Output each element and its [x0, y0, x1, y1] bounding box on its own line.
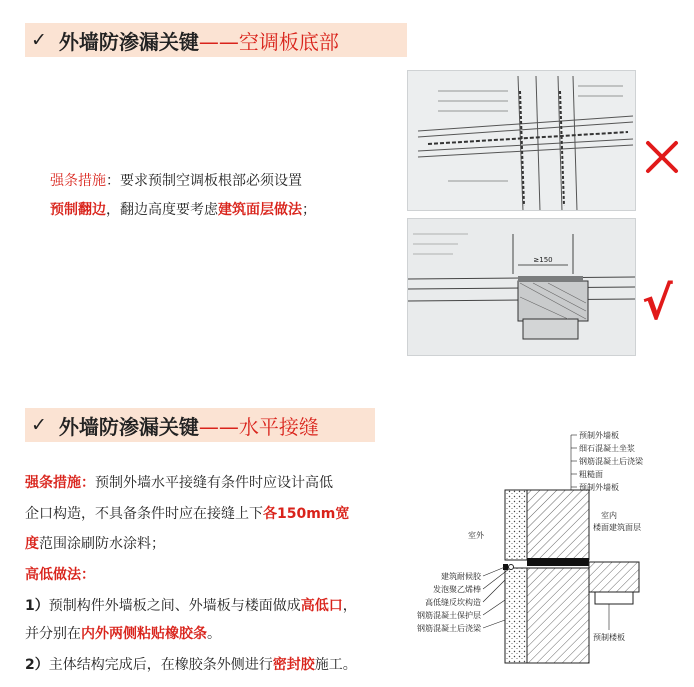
- label-left-4: 钢筋混凝土后浇梁: [417, 624, 481, 633]
- label-left-2: 高低缝反坎构造: [425, 598, 481, 607]
- section1-label: 强条措施: [50, 173, 106, 189]
- section2-title-prefix: 外墙防渗漏关键: [58, 414, 199, 439]
- item1b-end: 。: [207, 626, 221, 642]
- joint-detail-diagram: [413, 430, 653, 665]
- section1-line2-text: ，翻边高度要考虑: [106, 202, 218, 218]
- label-top-3: 粗糙面: [579, 470, 603, 479]
- drawing-sketch-2: [408, 219, 636, 356]
- item1-num: 1）: [25, 598, 49, 614]
- item1b-red: 内外两侧粘贴橡胶条: [81, 626, 207, 642]
- section1-line2-end: ；: [302, 202, 316, 218]
- section1-line1-text: ：要求预制空调板根部必须设置: [106, 173, 302, 189]
- label-top-2: 钢筋混凝土后浇梁: [579, 457, 643, 466]
- label-slab: 预制楼板: [593, 633, 625, 642]
- dim-150-label: ≥150: [533, 256, 553, 264]
- item2-red: 密封胶: [272, 657, 315, 673]
- section2-subtitle: 高低做法：: [25, 567, 95, 583]
- section1-title-prefix: 外墙防渗漏关键: [58, 29, 199, 54]
- section2-red-width: 各150mm宽: [263, 506, 350, 522]
- drawing-sketch-1: [408, 71, 636, 211]
- section2-line2: [25, 503, 349, 523]
- check-icon-2: ✓: [31, 414, 47, 436]
- label-left-0: 建筑耐候胶: [441, 572, 481, 581]
- label-top-1: 细石混凝土坐浆: [579, 444, 635, 453]
- section1-title-accent: ——空调板底部: [198, 29, 339, 54]
- label-top-4: 预制外墙板: [579, 483, 619, 492]
- section1-banner: [25, 23, 407, 57]
- label-left-3: 钢筋混凝土保护层: [417, 611, 481, 620]
- label-floor: 楼面建筑面层: [593, 523, 641, 532]
- section2-line3-text: 范围涂刷防水涂料；: [39, 536, 165, 552]
- item1b-text: 并分别在: [25, 626, 81, 642]
- section1-red-1: 预制翻边: [50, 202, 106, 218]
- section2-item1b: [25, 623, 221, 643]
- section2-title-accent: ——水平接缝: [198, 414, 319, 439]
- section2-line2-text: 企口构造，不具备条件时应在接缝上下: [25, 506, 263, 522]
- section2-banner: [25, 408, 375, 442]
- section2-line1-text: 预制外墙水平接缝有条件时应设计高低: [95, 475, 333, 491]
- wrong-x-icon: [645, 140, 679, 174]
- item2-text: 主体结构完成后，在橡胶条外侧进行: [48, 657, 273, 673]
- section1-line1: [50, 170, 302, 190]
- check-icon: ✓: [31, 29, 47, 51]
- item1-text: 预制构件外墙板之间、外墙板与楼面做成: [48, 598, 301, 614]
- section2-line1: [25, 472, 333, 492]
- label-indoor: 室内: [601, 511, 617, 520]
- item1-end: ，: [342, 598, 357, 614]
- section1-line2: [50, 199, 316, 219]
- section2-item2: [25, 654, 357, 674]
- photo-correct-example: [407, 218, 636, 356]
- label-outdoor: 室外: [468, 531, 484, 540]
- section2-line3: [25, 533, 165, 553]
- section2-label: 强条措施：: [25, 475, 95, 491]
- item2-end: 施工。: [314, 657, 357, 673]
- label-top-0: 预制外墙板: [579, 431, 619, 440]
- correct-check-icon: √: [642, 276, 673, 330]
- photo-wrong-example: [407, 70, 636, 211]
- item1-red: 高低口: [300, 598, 343, 614]
- section2-item1: [25, 595, 357, 615]
- section2-red-du: 度: [25, 536, 39, 552]
- section1-red-2: 建筑面层做法: [218, 202, 302, 218]
- label-left-1: 发泡聚乙烯棒: [433, 585, 481, 594]
- item2-num: 2）: [25, 657, 49, 673]
